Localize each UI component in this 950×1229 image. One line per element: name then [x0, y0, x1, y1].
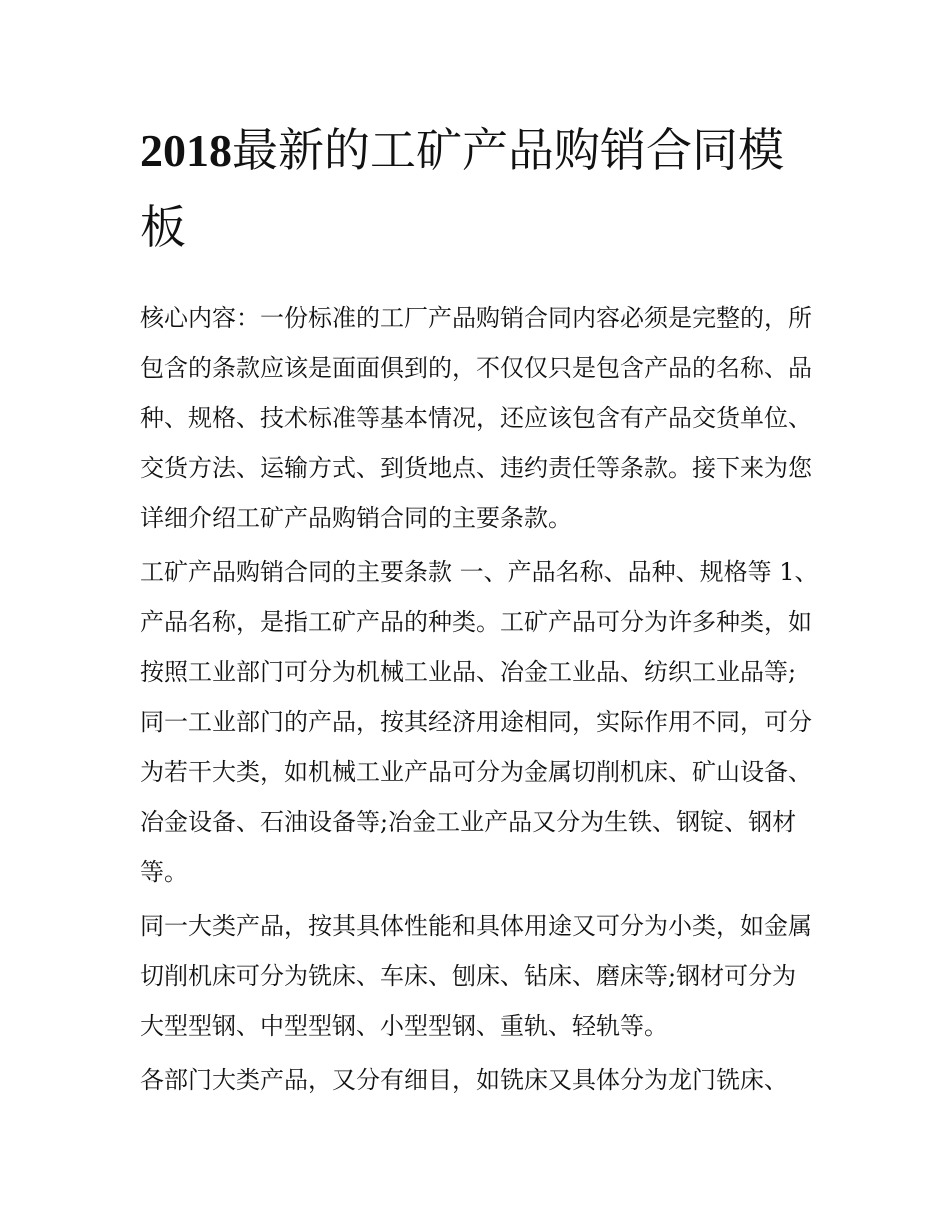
paragraph-subcategories: 同一大类产品，按其具体性能和具体用途又可分为小类，如金属切削机床可分为铣床、车床、刨床、钻床、磨床等;钢材可分为大型型钢、中型型钢、小型型钢、重轨、轻轨等。 — [140, 912, 812, 1040]
document-page — [140, 112, 820, 1109]
paragraph-details: 各部门大类产品，又分有细目，如铣床又具体分为龙门铣床、 — [140, 1066, 788, 1094]
title-year: 2018 — [140, 125, 232, 176]
paragraph-intro: 核心内容：一份标准的工厂产品购销合同内容必须是完整的，所包含的条款应该是面面俱到的，不仅仅只是包含产品的名称、品种、规格、技术标准等基本情况，还应该包含有产品交货单位、交货方法、运输方式、到货地点、违约责任等条款。接下来为您详细介绍工矿产品购销合同的主要条款。 — [140, 304, 812, 532]
paragraph-main-terms: 工矿产品购销合同的主要条款 一、产品名称、品种、规格等 1、产品名称，是指工矿产品的种类。工矿产品可分为许多种类，如按照工业部门可分为机械工业品、冶金工业品、纺织工业品等;同一工业部门的产品，按其经济用途相同，实际作用不同，可分为若干大类，如机械工业产品可分为金属切削机床、矿山设备、冶金设备、石油设备等;冶金工业产品又分为生铁、钢锭、钢材等。 — [140, 558, 819, 886]
document-title — [140, 112, 820, 265]
title-text: 最新的工矿产品购销合同模板 — [140, 123, 784, 254]
